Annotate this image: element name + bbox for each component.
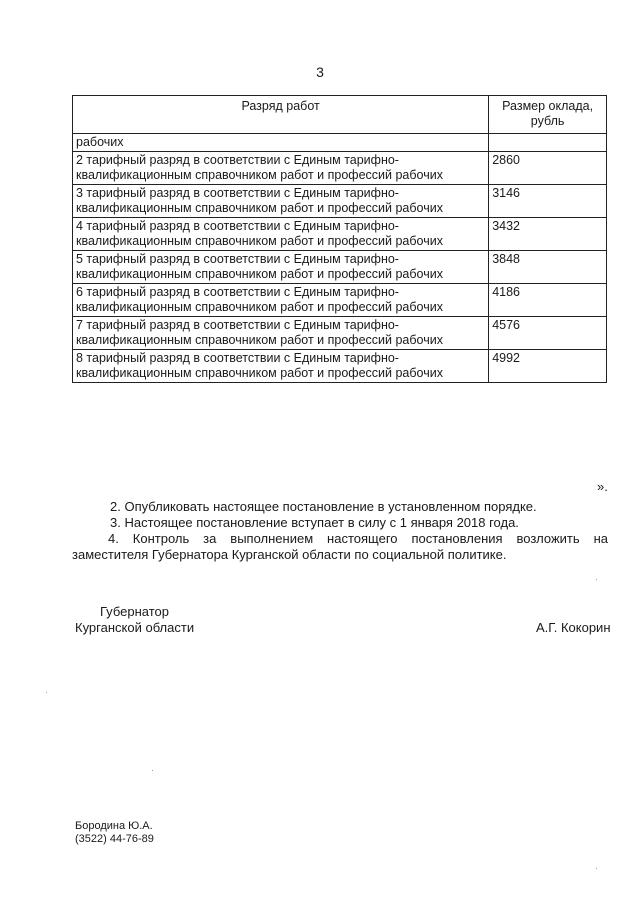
- salary-cell: 4186: [489, 284, 607, 317]
- table-row: [73, 317, 607, 350]
- closing-quote: ».: [597, 479, 608, 494]
- footer-executor: Бородина Ю.А.: [75, 820, 153, 832]
- tariff-table: [72, 95, 607, 383]
- page-number: 3: [316, 64, 324, 80]
- footer-phone: (3522) 44-76-89: [75, 833, 154, 845]
- scan-speck: [46, 692, 47, 693]
- paragraph-3: 3. Настоящее постановление вступает в силу с 1 января 2018 года.: [110, 515, 519, 530]
- salary-cell: 2860: [489, 152, 607, 185]
- table-row: [73, 251, 607, 284]
- table-header-row: [73, 96, 607, 134]
- table-row: [73, 284, 607, 317]
- scan-speck: [596, 868, 597, 869]
- continuation-salary-cell: [489, 134, 607, 152]
- rank-cell: 8 тарифный разряд в соответствии с Единым тарифно-квалификационным справочником работ и профессий рабочих: [73, 350, 489, 383]
- salary-cell: 4576: [489, 317, 607, 350]
- table-row: [73, 350, 607, 383]
- salary-cell: 4992: [489, 350, 607, 383]
- table-row: [73, 185, 607, 218]
- signer-title-line-2: Курганской области: [75, 620, 195, 635]
- signer-title-line-1: Губернатор: [100, 604, 169, 619]
- rank-cell: 5 тарифный разряд в соответствии с Единым тарифно-квалификационным справочником работ и профессий рабочих: [73, 251, 489, 284]
- table-row: [73, 152, 607, 185]
- scan-speck: [596, 579, 597, 580]
- table-row-continuation: [73, 134, 607, 152]
- paragraph-4-line-2: заместителя Губернатора Курганской области по социальной политике.: [72, 547, 507, 562]
- rank-cell: 3 тарифный разряд в соответствии с Единым тарифно-квалификационным справочником работ и профессий рабочих: [73, 185, 489, 218]
- signer-name: А.Г. Кокорин: [536, 620, 611, 635]
- rank-cell: 7 тарифный разряд в соответствии с Единым тарифно-квалификационным справочником работ и профессий рабочих: [73, 317, 489, 350]
- table-row: [73, 218, 607, 251]
- salary-cell: 3848: [489, 251, 607, 284]
- continuation-cell: рабочих: [73, 134, 489, 152]
- header-salary: Размер оклада, рубль: [489, 96, 607, 134]
- paragraph-2: 2. Опубликовать настоящее постановление в установленном порядке.: [110, 499, 537, 514]
- paragraph-4-line-1: 4. Контроль за выполнением настоящего постановления возложить на: [108, 531, 608, 546]
- salary-cell: 3432: [489, 218, 607, 251]
- scan-speck: [152, 770, 153, 771]
- rank-cell: 6 тарифный разряд в соответствии с Единым тарифно-квалификационным справочником работ и профессий рабочих: [73, 284, 489, 317]
- rank-cell: 2 тарифный разряд в соответствии с Единым тарифно-квалификационным справочником работ и профессий рабочих: [73, 152, 489, 185]
- header-rank: Разряд работ: [73, 96, 489, 134]
- salary-cell: 3146: [489, 185, 607, 218]
- rank-cell: 4 тарифный разряд в соответствии с Единым тарифно-квалификационным справочником работ и профессий рабочих: [73, 218, 489, 251]
